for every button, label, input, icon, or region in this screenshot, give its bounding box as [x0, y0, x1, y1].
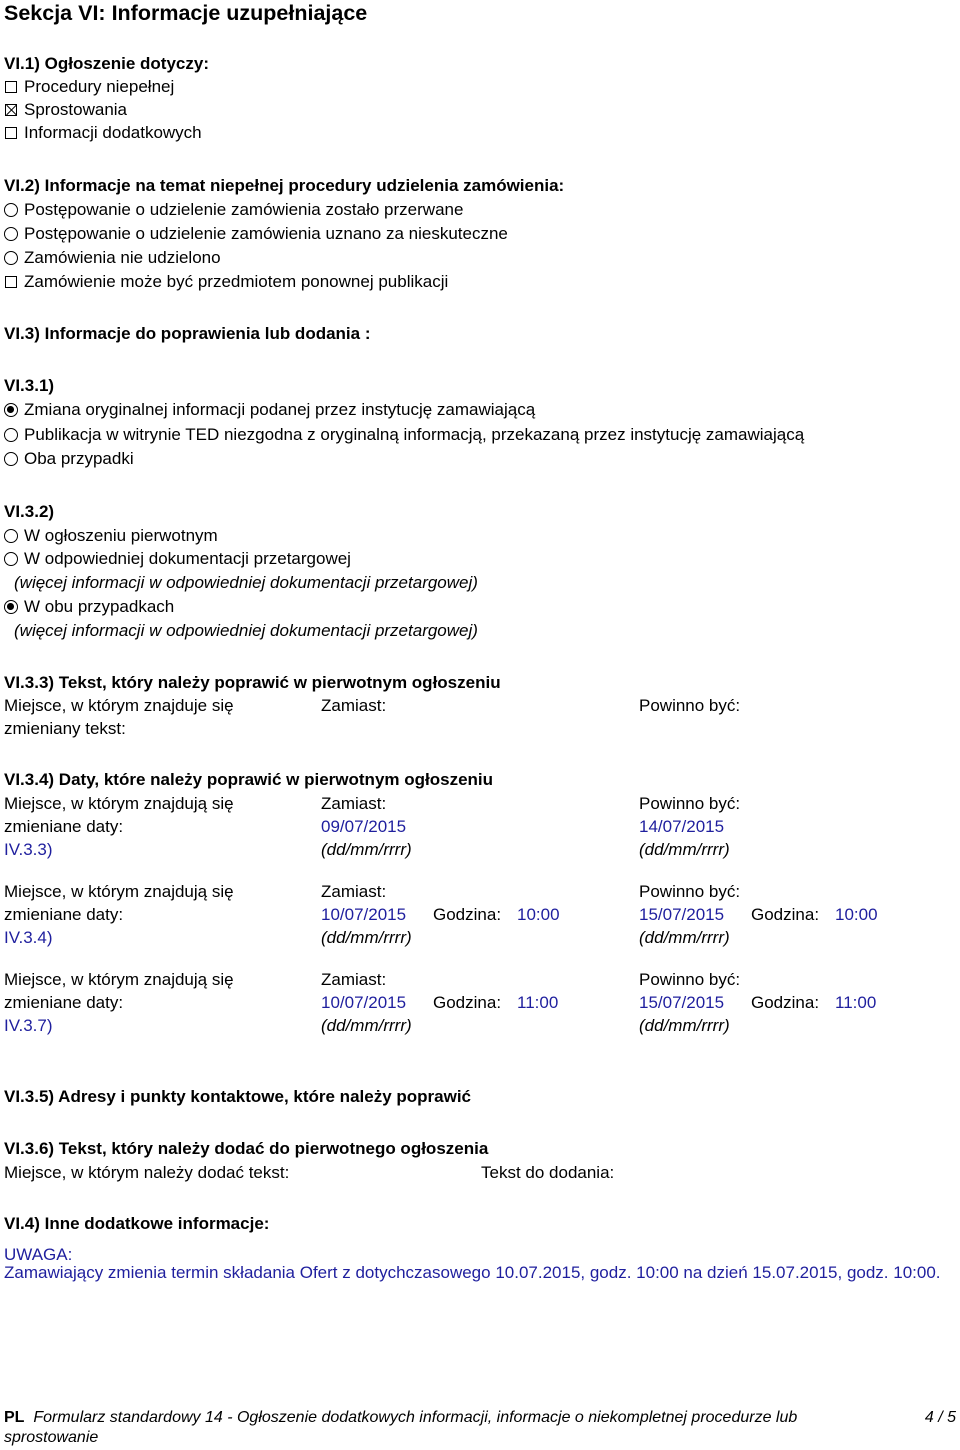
vi2-heading: VI.2) Informacje na temat niepełnej procedury udzielenia zamówienia: — [4, 176, 565, 195]
vi32-option-pierwotnym[interactable]: W ogłoszeniu pierwotnym — [4, 525, 218, 547]
vi33-place-label: Miejsce, w którym znajduje się — [4, 696, 234, 715]
vi32-note: (więcej informacji w odpowiedniej dokumentacji przetargowej) — [14, 573, 478, 592]
time-label: Godzina: — [751, 993, 820, 1012]
vi36-text-label: Tekst do dodania: — [481, 1163, 615, 1182]
page-number: 4 / 5 — [924, 1409, 956, 1426]
vi2-option-przerwane[interactable]: Postępowanie o udzielenie zamówienia zostało przerwane — [4, 199, 463, 221]
vi32-option-dokumentacji[interactable]: W odpowiedniej dokumentacji przetargowej — [4, 548, 351, 570]
vi4-heading: VI.4) Inne dodatkowe informacje: — [4, 1214, 270, 1233]
vi34-place-label: Miejsce, w którym znajdują się — [4, 970, 234, 989]
date-format: (dd/mm/rrrr) — [321, 1016, 412, 1035]
radio-selected-icon[interactable] — [4, 403, 18, 417]
time-label: Godzina: — [433, 905, 502, 924]
footer-form-name: Formularz standardowy 14 - Ogłoszenie dodatkowych informacji, informacje o niekompletnej procedurze lub sprostowanie — [4, 1409, 798, 1446]
old-time: 10:00 — [517, 905, 560, 924]
vi34-instead-label: Zamiast: — [321, 794, 387, 813]
section-ref: IV.3.7) — [4, 1016, 53, 1035]
old-time: 11:00 — [517, 993, 559, 1012]
checkbox-checked-icon[interactable] — [5, 104, 17, 116]
old-date: 10/07/2015 — [321, 905, 407, 924]
vi34-place-label-cont: zmieniane daty: — [4, 993, 124, 1012]
vi34-should-be-label: Powinno być: — [639, 882, 741, 901]
note-title: UWAGA: — [4, 1245, 73, 1264]
vi34-place-label-cont: zmieniane daty: — [4, 817, 124, 836]
vi31-option-ted[interactable]: Publikacja w witrynie TED niezgodna z oryginalną informacją, przekazaną przez instytucję zamawiającą — [4, 424, 804, 446]
radio-unselected-icon[interactable] — [4, 452, 18, 466]
date-format: (dd/mm/rrrr) — [639, 840, 730, 859]
date-format: (dd/mm/rrrr) — [321, 928, 412, 947]
new-date: 14/07/2015 — [639, 817, 725, 836]
vi34-instead-label: Zamiast: — [321, 882, 387, 901]
checkbox-unchecked-icon[interactable] — [5, 81, 17, 93]
vi31-label: VI.3.1) — [4, 376, 55, 395]
time-label: Godzina: — [751, 905, 820, 924]
vi32-option-obu[interactable]: W obu przypadkach — [4, 596, 174, 618]
date-format: (dd/mm/rrrr) — [639, 1016, 730, 1035]
radio-unselected-icon[interactable] — [4, 552, 18, 566]
vi34-place-label: Miejsce, w którym znajdują się — [4, 794, 234, 813]
vi31-option-oba[interactable]: Oba przypadki — [4, 448, 134, 470]
vi1-option-sprostowania[interactable]: Sprostowania — [4, 99, 127, 121]
vi32-note: (więcej informacji w odpowiedniej dokumentacji przetargowej) — [14, 621, 478, 640]
vi3-heading: VI.3) Informacje do poprawienia lub dodania : — [4, 324, 371, 343]
vi1-heading: VI.1) Ogłoszenie dotyczy: — [4, 54, 209, 73]
new-date: 15/07/2015 — [639, 905, 725, 924]
radio-unselected-icon[interactable] — [4, 227, 18, 241]
date-format: (dd/mm/rrrr) — [639, 928, 730, 947]
note-text: Zamawiający zmienia termin składania Ofert z dotychczasowego 10.07.2015, godz. 10:00 na dzień 15.07.2015, godz. 10:00. — [4, 1263, 941, 1282]
section-ref: IV.3.3) — [4, 840, 53, 859]
vi33-instead-label: Zamiast: — [321, 696, 387, 715]
new-time: 10:00 — [835, 905, 878, 924]
vi31-option-zmiana[interactable]: Zmiana oryginalnej informacji podanej przez instytucję zamawiającą — [4, 399, 535, 421]
vi2-option-nie-udzielono[interactable]: Zamówienia nie udzielono — [4, 247, 221, 269]
radio-unselected-icon[interactable] — [4, 251, 18, 265]
radio-unselected-icon[interactable] — [4, 428, 18, 442]
vi34-place-label-cont: zmieniane daty: — [4, 905, 124, 924]
footer-text — [4, 1408, 874, 1448]
vi34-should-be-label: Powinno być: — [639, 794, 741, 813]
vi33-heading: VI.3.3) Tekst, który należy poprawić w pierwotnym ogłoszeniu — [4, 673, 501, 692]
footer-lang: PL — [4, 1409, 25, 1426]
section-title: Sekcja VI: Informacje uzupełniające — [4, 1, 368, 25]
new-time: 11:00 — [835, 993, 877, 1012]
vi33-should-be-label: Powinno być: — [639, 696, 741, 715]
vi1-option-informacji[interactable]: Informacji dodatkowych — [4, 122, 202, 144]
vi2-option-nieskuteczne[interactable]: Postępowanie o udzielenie zamówienia uznano za nieskuteczne — [4, 223, 508, 245]
time-label: Godzina: — [433, 993, 502, 1012]
checkbox-unchecked-icon[interactable] — [5, 276, 17, 288]
vi34-should-be-label: Powinno być: — [639, 970, 741, 989]
vi2-option-ponowna-publikacja[interactable]: Zamówienie może być przedmiotem ponownej publikacji — [4, 271, 448, 293]
page-footer — [4, 1408, 956, 1448]
vi36-place-label: Miejsce, w którym należy dodać tekst: — [4, 1163, 290, 1182]
vi36-heading: VI.3.6) Tekst, który należy dodać do pierwotnego ogłoszenia — [4, 1139, 489, 1158]
date-format: (dd/mm/rrrr) — [321, 840, 412, 859]
vi34-heading: VI.3.4) Daty, które należy poprawić w pierwotnym ogłoszeniu — [4, 770, 494, 789]
radio-selected-icon[interactable] — [4, 600, 18, 614]
vi35-heading: VI.3.5) Adresy i punkty kontaktowe, które należy poprawić — [4, 1087, 472, 1106]
old-date: 09/07/2015 — [321, 817, 407, 836]
vi34-instead-label: Zamiast: — [321, 970, 387, 989]
new-date: 15/07/2015 — [639, 993, 725, 1012]
vi32-label: VI.3.2) — [4, 502, 55, 521]
checkbox-unchecked-icon[interactable] — [5, 127, 17, 139]
radio-unselected-icon[interactable] — [4, 203, 18, 217]
vi34-place-label: Miejsce, w którym znajdują się — [4, 882, 234, 901]
vi1-option-procedury[interactable]: Procedury niepełnej — [4, 76, 174, 98]
vi33-place-label-cont: zmieniany tekst: — [4, 719, 126, 738]
old-date: 10/07/2015 — [321, 993, 407, 1012]
section-ref: IV.3.4) — [4, 928, 53, 947]
radio-unselected-icon[interactable] — [4, 529, 18, 543]
